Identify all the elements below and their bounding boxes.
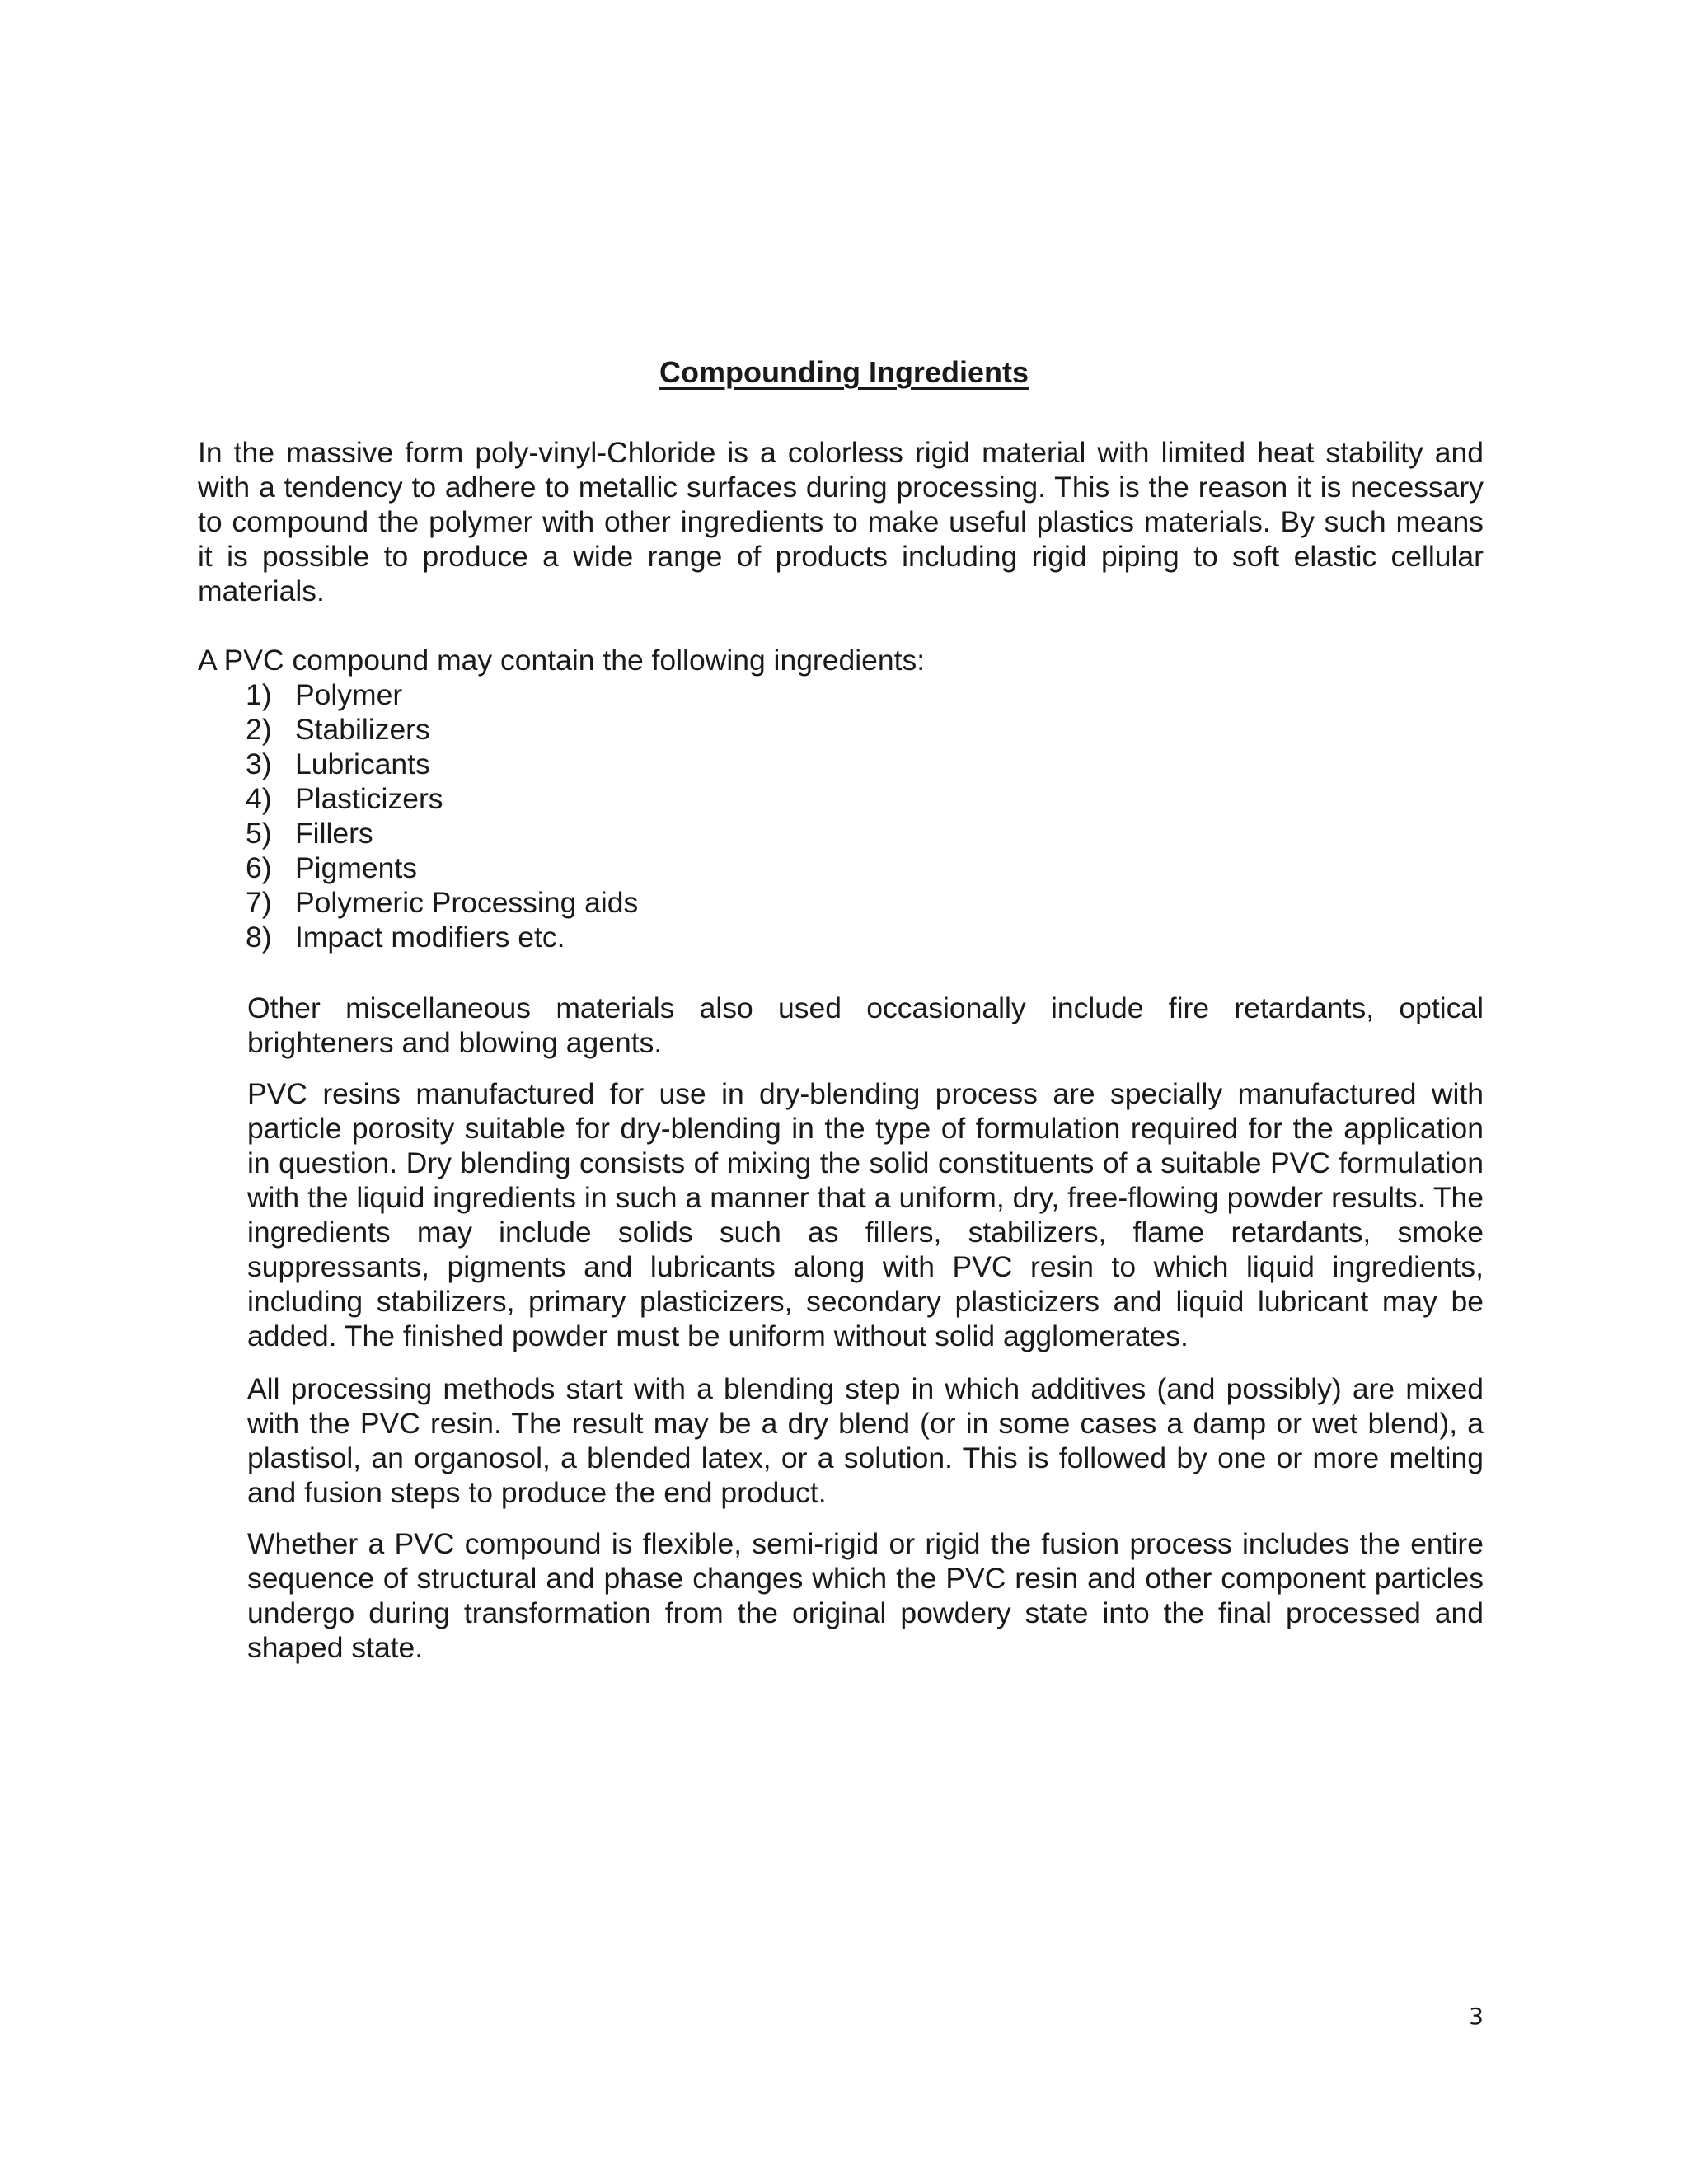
ingredients-list [246, 677, 638, 954]
list-item-label: Polymer [295, 678, 403, 711]
list-item [246, 712, 638, 747]
list-item-number: 5) [246, 817, 272, 850]
list-item-number: 3) [246, 748, 272, 780]
list-item [246, 920, 638, 954]
list-item [246, 816, 638, 851]
list-item [246, 851, 638, 885]
list-item-number: 1) [246, 678, 272, 711]
list-item [246, 885, 638, 920]
list-item-label: Polymeric Processing aids [295, 886, 639, 919]
list-item-label: Fillers [295, 817, 373, 850]
processing-methods-paragraph: All processing methods start with a blending step in which additives (and possibly) are mixed with the PVC resin. The result may be a dry blend (or in some cases a damp or wet blend), a plastisol, an organosol, a blended latex, or a solution. This is followed by one or more melting and fusion steps to produce the end product. [247, 1372, 1484, 1509]
list-item-label: Stabilizers [295, 713, 430, 746]
page-title [0, 354, 1688, 391]
misc-materials-paragraph: Other miscellaneous materials also used occasionally include fire retardants, optical brighteners and blowing agents. [247, 991, 1484, 1059]
fusion-process-paragraph: Whether a PVC compound is flexible, semi-rigid or rigid the fusion process includes the entire sequence of structural and phase changes which the PVC resin and other component particles undergo during transformation from the original powdery state into the final processed and shaped state. [247, 1527, 1484, 1664]
list-item-number: 4) [246, 782, 272, 815]
list-item-number: 7) [246, 886, 272, 919]
list-item-number: 8) [246, 921, 272, 954]
list-item-number: 6) [246, 851, 272, 884]
ingredients-lead-text: A PVC compound may contain the following ingredients: [198, 644, 926, 677]
list-item [246, 747, 638, 781]
list-item-label: Plasticizers [295, 782, 443, 815]
list-item [246, 677, 638, 712]
list-item-label: Lubricants [295, 748, 430, 780]
list-item-label: Impact modifiers etc. [295, 921, 565, 954]
list-item-label: Pigments [295, 851, 417, 884]
page-title-text: Compounding Ingredients [659, 355, 1029, 389]
list-item-number: 2) [246, 713, 272, 746]
dry-blending-paragraph: PVC resins manufactured for use in dry-blending process are specially manufactured with particle porosity suitable for dry-blending in the type of formulation required for the application in question. Dry blending consists of mixing the solid constituents of a suitable PVC formulation with the liquid ingredients in such a manner that a uniform, dry, free-flowing powder results. The ingredients may include solids such as fillers, stabilizers, flame retardants, smoke suppressants, pigments and lubricants along with PVC resin to which liquid ingredients, including stabilizers, primary plasticizers, secondary plasticizers and liquid lubricant may be added. The finished powder must be uniform without solid agglomerates. [247, 1077, 1484, 1352]
list-item [246, 781, 638, 816]
page-number: 3 [1469, 2003, 1484, 2030]
intro-paragraph: In the massive form poly-vinyl-Chloride is a colorless rigid material with limited heat stability and with a tendency to adhere to metallic surfaces during processing. This is the reason it is necessary to compound the polymer with other ingredients to make useful plastics materials. By such means it is possible to produce a wide range of products including rigid piping to soft elastic cellular materials. [198, 436, 1484, 607]
